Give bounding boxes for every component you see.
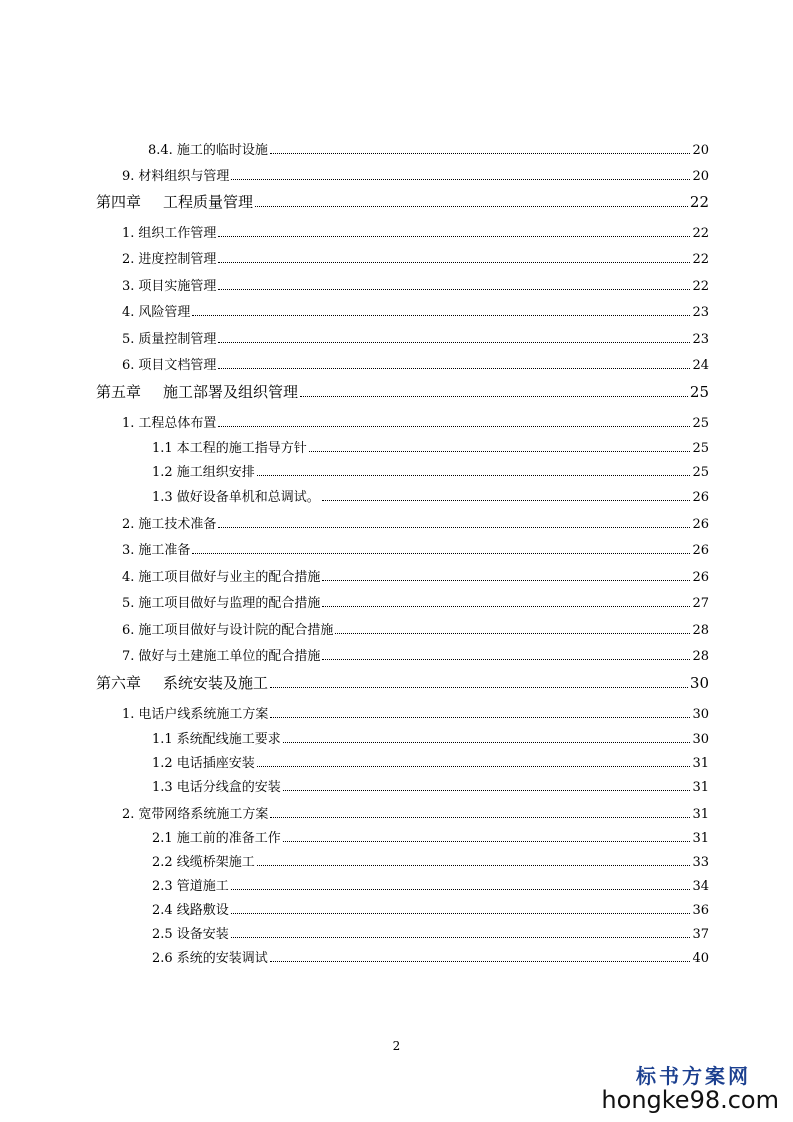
toc-entry-number: 6.	[122, 358, 135, 373]
dot-leader	[283, 790, 691, 791]
toc-entry-title: 施工项目做好与业主的配合措施	[138, 570, 321, 585]
toc-entry-title: 施工的临时设施	[176, 143, 268, 158]
toc-entry-number: 9.	[122, 169, 135, 184]
toc-entry[interactable]	[122, 226, 709, 242]
dot-leader	[300, 396, 688, 397]
toc-entry-number: 1.1	[152, 732, 173, 747]
toc-entry-page: 22	[692, 226, 709, 241]
toc-entry[interactable]	[122, 332, 709, 348]
toc-chapter-number: 第六章	[96, 674, 142, 692]
toc-chapter[interactable]	[96, 193, 709, 211]
toc-entry-number: 1.	[122, 226, 135, 241]
dot-leader	[257, 766, 691, 767]
toc-chapter-title: 系统安装及施工	[163, 674, 269, 692]
toc-entry-title: 施工技术准备	[138, 517, 217, 532]
toc-entry-number: 3.	[122, 543, 135, 558]
toc-entry-title: 风险管理	[138, 305, 191, 320]
toc-entry-title: 项目实施管理	[138, 279, 217, 294]
toc-chapter-title: 施工部署及组织管理	[163, 383, 299, 401]
dot-leader	[218, 368, 690, 369]
page-number: 2	[392, 1039, 401, 1053]
toc-entry-title: 做好设备单机和总调试。	[176, 490, 320, 505]
toc-entry-number: 2.4	[152, 903, 173, 918]
toc-entry-title: 材料组织与管理	[138, 169, 230, 184]
dot-leader	[192, 553, 690, 554]
toc-entry-number: 4.	[122, 305, 135, 320]
toc-entry-page: 25	[692, 416, 709, 431]
toc-entry[interactable]	[122, 807, 709, 823]
toc-entry-title: 管道施工	[176, 879, 229, 894]
dot-leader	[192, 315, 690, 316]
toc-chapter[interactable]	[96, 383, 709, 401]
dot-leader	[270, 717, 690, 718]
toc-entry-title: 电话插座安装	[176, 756, 255, 771]
toc-entry-number: 2.3	[152, 879, 173, 894]
toc-entry-page: 22	[692, 252, 709, 267]
dot-leader	[283, 841, 691, 842]
toc-entry[interactable]	[152, 951, 709, 967]
dot-leader	[218, 342, 690, 343]
toc-entry-page: 27	[692, 596, 709, 611]
toc-entry-title: 电话分线盒的安装	[176, 780, 281, 795]
watermark	[601, 1066, 779, 1112]
dot-leader	[257, 865, 691, 866]
toc-entry-page: 33	[692, 855, 709, 870]
toc-entry-title: 线缆桥架施工	[176, 855, 255, 870]
toc-chapter-number: 第五章	[96, 383, 142, 401]
toc-entry-page: 40	[692, 951, 709, 966]
toc-entry-title: 宽带网络系统施工方案	[138, 807, 269, 822]
toc-entry-number: 1.3	[152, 490, 173, 505]
toc-entry[interactable]	[152, 732, 709, 748]
dot-leader	[218, 527, 690, 528]
toc-entry-page: 26	[692, 490, 709, 505]
toc-entry[interactable]	[122, 517, 709, 533]
dot-leader	[322, 500, 691, 501]
toc-entry-title: 施工准备	[138, 543, 191, 558]
toc-entry-number: 1.2	[152, 465, 173, 480]
dot-leader	[231, 913, 691, 914]
watermark-chinese-text: 标书方案网	[636, 1064, 751, 1088]
toc-entry-page: 23	[692, 332, 709, 347]
toc-entry-number: 8.4.	[148, 143, 173, 158]
toc-chapter[interactable]	[96, 674, 709, 692]
toc-entry-number: 2.1	[152, 831, 173, 846]
toc-entry[interactable]	[122, 570, 709, 586]
toc-entry-number: 5.	[122, 596, 135, 611]
toc-entry-page: 30	[692, 707, 709, 722]
toc-entry-page: 37	[692, 927, 709, 942]
dot-leader	[218, 236, 690, 237]
toc-entry-number: 2.	[122, 252, 135, 267]
toc-entry-number: 4.	[122, 570, 135, 585]
dot-leader	[218, 262, 690, 263]
toc-entry-page: 30	[692, 732, 709, 747]
toc-entry[interactable]	[152, 780, 709, 796]
toc-entry[interactable]	[122, 279, 709, 295]
toc-chapter-page: 22	[689, 193, 709, 211]
toc-entry[interactable]	[152, 756, 709, 772]
toc-entry-number: 1.3	[152, 780, 173, 795]
dot-leader	[309, 451, 691, 452]
toc-entry-page: 26	[692, 570, 709, 585]
toc-entry-title: 施工前的准备工作	[176, 831, 281, 846]
toc-entry-page: 36	[692, 903, 709, 918]
toc-entry-title: 进度控制管理	[138, 252, 217, 267]
toc-entry-number: 1.2	[152, 756, 173, 771]
toc-entry-number: 2.5	[152, 927, 173, 942]
toc-entry-page: 23	[692, 305, 709, 320]
toc-entry-title: 线路敷设	[176, 903, 229, 918]
toc-entry-number: 7.	[122, 649, 135, 664]
toc-entry-title: 本工程的施工指导方针	[176, 441, 307, 456]
toc-entry-page: 25	[692, 465, 709, 480]
toc-entry[interactable]	[122, 543, 709, 559]
toc-chapter-page: 30	[689, 674, 709, 692]
toc-entry-page: 20	[692, 169, 709, 184]
toc-entry[interactable]	[122, 416, 709, 432]
toc-entry-title: 项目文档管理	[138, 358, 217, 373]
toc-entry[interactable]	[122, 623, 709, 639]
dot-leader	[270, 961, 691, 962]
dot-leader	[257, 475, 691, 476]
toc-entry[interactable]	[152, 927, 709, 943]
toc-entry-title: 施工项目做好与监理的配合措施	[138, 596, 321, 611]
toc-entry-title: 组织工作管理	[138, 226, 217, 241]
toc-entry[interactable]	[152, 879, 709, 895]
toc-entry-page: 31	[692, 756, 709, 771]
toc-entry-number: 2.	[122, 807, 135, 822]
toc-entry-page: 26	[692, 517, 709, 532]
toc-entry[interactable]	[122, 649, 709, 665]
toc-entry-number: 6.	[122, 623, 135, 638]
toc-chapter-number: 第四章	[96, 193, 142, 211]
dot-leader	[231, 179, 690, 180]
dot-leader	[335, 633, 690, 634]
toc-entry[interactable]	[152, 490, 709, 506]
toc-entry-page: 28	[692, 623, 709, 638]
toc-entry-number: 3.	[122, 279, 135, 294]
toc-entry-title: 做好与土建施工单位的配合措施	[138, 649, 321, 664]
toc-entry-page: 24	[692, 358, 709, 373]
watermark-domain-text: hongke98.com	[601, 1086, 779, 1114]
dot-leader	[322, 580, 690, 581]
toc-entry[interactable]	[122, 358, 709, 374]
toc-entry-title: 质量控制管理	[138, 332, 217, 347]
toc-entry-title: 工程总体布置	[138, 416, 217, 431]
toc-entry-title: 系统配线施工要求	[176, 732, 281, 747]
toc-entry-title: 电话户线系统施工方案	[138, 707, 269, 722]
toc-entry[interactable]	[122, 596, 709, 612]
dot-leader	[322, 659, 690, 660]
toc-entry-number: 1.	[122, 707, 135, 722]
toc-entry-number: 5.	[122, 332, 135, 347]
toc-entry-page: 20	[692, 143, 709, 158]
toc-entry-page: 25	[692, 441, 709, 456]
toc-entry[interactable]	[152, 465, 709, 481]
toc-entry-title: 施工项目做好与设计院的配合措施	[138, 623, 334, 638]
toc-entry-number: 2.2	[152, 855, 173, 870]
toc-entry[interactable]	[122, 252, 709, 268]
toc-entry-number: 2.	[122, 517, 135, 532]
toc-chapter-page: 25	[689, 383, 709, 401]
toc-entry-title: 系统的安装调试	[176, 951, 268, 966]
dot-leader	[231, 889, 691, 890]
toc-entry[interactable]	[152, 831, 709, 847]
toc-entry-page: 34	[692, 879, 709, 894]
toc-entry-page: 22	[692, 279, 709, 294]
toc-entry[interactable]	[148, 143, 709, 159]
toc-entry-number: 1.	[122, 416, 135, 431]
toc-entry-number: 2.6	[152, 951, 173, 966]
toc-entry[interactable]	[122, 707, 709, 723]
toc-entry-page: 31	[692, 780, 709, 795]
toc-entry[interactable]	[152, 903, 709, 919]
toc-chapter-title: 工程质量管理	[163, 193, 254, 211]
toc-entry-number: 1.1	[152, 441, 173, 456]
toc-entry-page: 26	[692, 543, 709, 558]
dot-leader	[270, 817, 690, 818]
toc-entry-page: 28	[692, 649, 709, 664]
toc-entry-title: 设备安装	[176, 927, 229, 942]
dot-leader	[283, 742, 691, 743]
toc-entry-page: 31	[692, 831, 709, 846]
toc-entry-page: 31	[692, 807, 709, 822]
dot-leader	[322, 606, 690, 607]
dot-leader	[218, 289, 690, 290]
toc-entry[interactable]	[152, 441, 709, 457]
dot-leader	[218, 426, 690, 427]
dot-leader	[270, 153, 691, 154]
dot-leader	[231, 937, 691, 938]
dot-leader	[270, 687, 688, 688]
toc-entry[interactable]	[122, 169, 709, 185]
toc-entry[interactable]	[152, 855, 709, 871]
dot-leader	[255, 206, 688, 207]
toc-entry[interactable]	[122, 305, 709, 321]
toc-entry-title: 施工组织安排	[176, 465, 255, 480]
